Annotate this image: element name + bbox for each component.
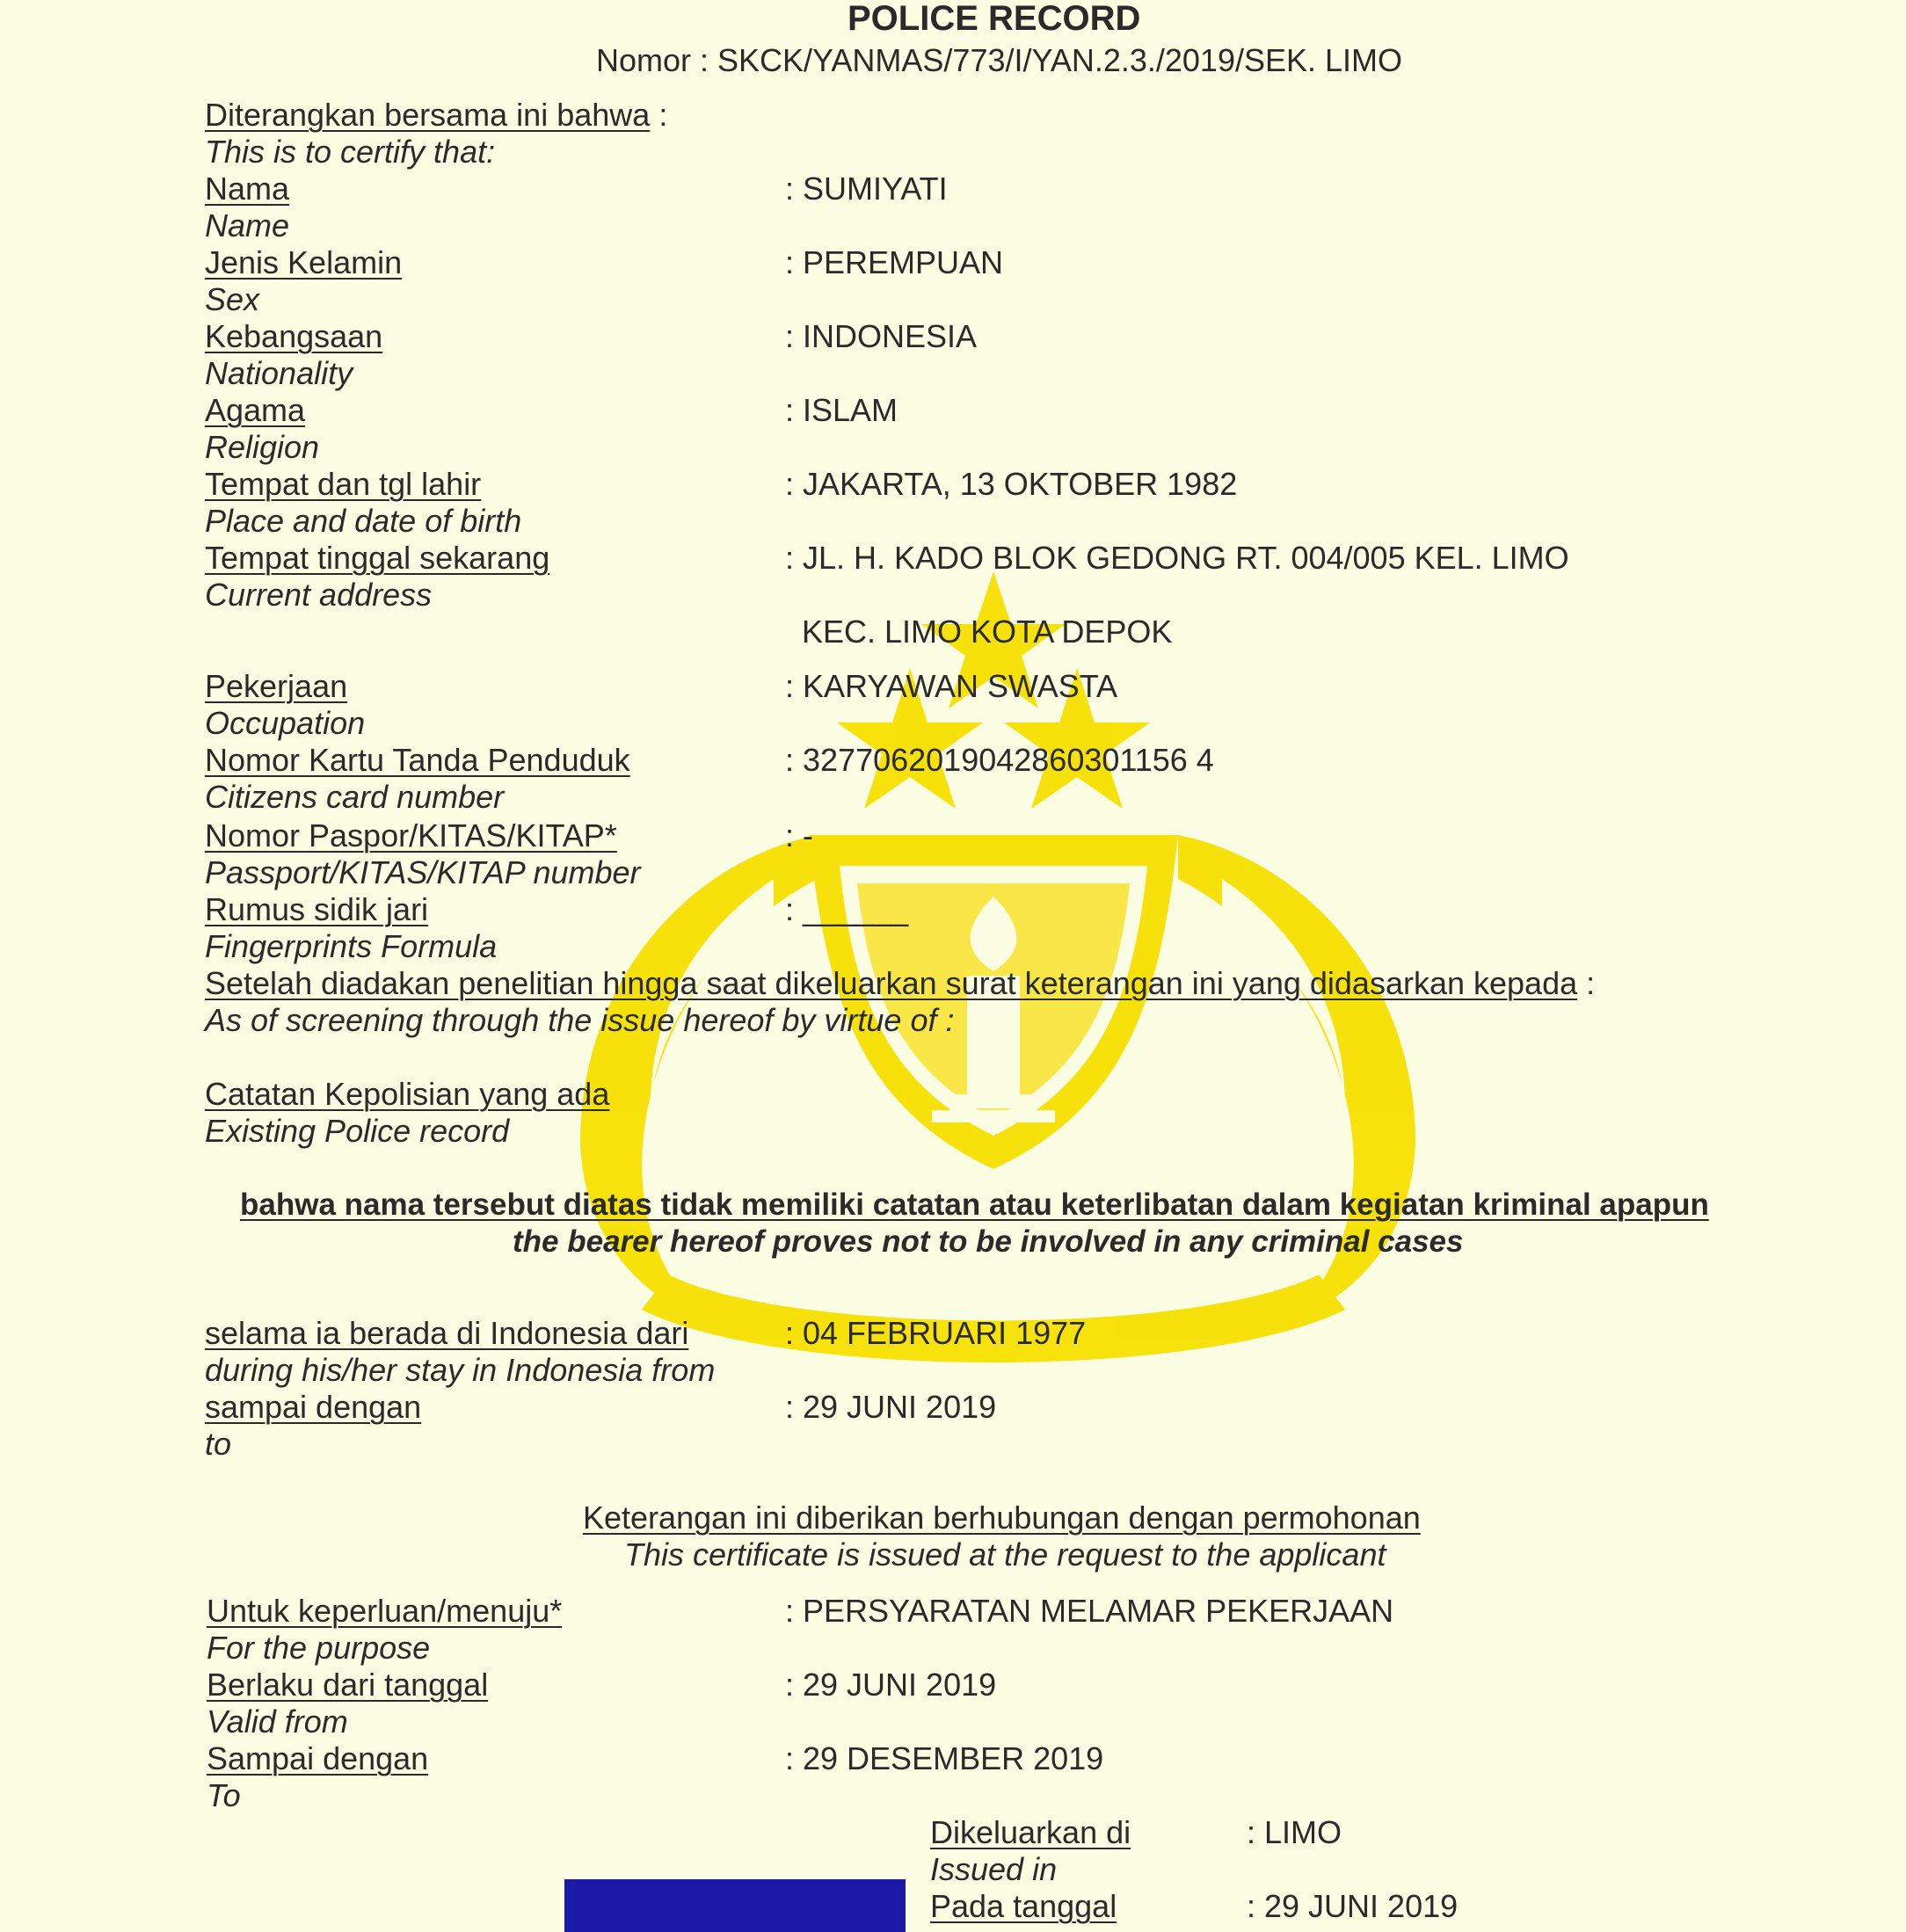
intro-colon: : xyxy=(658,97,668,133)
blue-stamp-block xyxy=(564,1879,906,1932)
request-id: Keterangan ini diberikan berhubungan dengan permohonan xyxy=(583,1500,1421,1536)
field-value: : ISLAM xyxy=(785,392,898,428)
valid-to-label-en: To xyxy=(207,1777,241,1813)
valid-to-value: : 29 DESEMBER 2019 xyxy=(785,1740,1104,1776)
screening-colon: : xyxy=(1586,965,1596,1001)
field-label: Nama xyxy=(205,171,290,207)
field-label-en: Passport/KITAS/KITAP number xyxy=(205,854,641,890)
field-value: : 3277062019042860301156 4 xyxy=(785,742,1214,778)
field-value: : KARYAWAN SWASTA xyxy=(785,668,1118,704)
stay-to-label-en: to xyxy=(205,1426,232,1462)
field-label: Rumus sidik jari xyxy=(205,891,429,927)
field-label: Pekerjaan xyxy=(205,668,348,704)
document-number: Nomor : SKCK/YANMAS/773/I/YAN.2.3./2019/SEK. LIMO xyxy=(596,42,1403,78)
stay-from-value: : 04 FEBRUARI 1977 xyxy=(785,1315,1087,1351)
valid-from-label-en: Valid from xyxy=(207,1703,348,1740)
field-label: Nomor Kartu Tanda Penduduk xyxy=(205,742,630,778)
purpose-label: Untuk keperluan/menuju* xyxy=(207,1593,563,1629)
field-value-line2: KEC. LIMO KOTA DEPOK xyxy=(802,614,1173,650)
valid-from-value: : 29 JUNI 2019 xyxy=(785,1667,997,1703)
purpose-value: : PERSYARATAN MELAMAR PEKERJAAN xyxy=(785,1593,1394,1629)
stay-from-label: selama ia berada di Indonesia dari xyxy=(205,1315,689,1351)
field-value: : PEREMPUAN xyxy=(785,244,1004,280)
screening-label-en: As of screening through the issue hereof by virtue of : xyxy=(205,1002,955,1038)
valid-to-label: Sampai dengan xyxy=(207,1740,429,1776)
field-label-en: Name xyxy=(205,207,290,243)
field-label: Nomor Paspor/KITAS/KITAP* xyxy=(205,817,617,853)
field-label: Tempat tinggal sekarang xyxy=(205,540,550,576)
field-value: : ______ xyxy=(785,891,909,927)
purpose-label-en: For the purpose xyxy=(207,1630,431,1666)
field-value: : SUMIYATI xyxy=(785,171,948,207)
field-label: Kebangsaan xyxy=(205,318,383,354)
existing-record-label: Catatan Kepolisian yang ada xyxy=(205,1076,610,1112)
stay-from-label-en: during his/her stay in Indonesia from xyxy=(205,1352,716,1388)
issued-in-value: : LIMO xyxy=(1247,1814,1342,1850)
intro-label-en: This is to certify that: xyxy=(205,134,496,170)
field-label-en: Occupation xyxy=(205,705,366,741)
field-label-en: Nationality xyxy=(205,355,353,391)
issued-in-label: Dikeluarkan di xyxy=(930,1814,1131,1850)
field-label-en: Religion xyxy=(205,429,320,465)
field-label: Tempat dan tgl lahir xyxy=(205,466,482,502)
issued-date-value: : 29 JUNI 2019 xyxy=(1247,1888,1459,1924)
screening-line xyxy=(205,965,1595,1002)
stay-to-label: sampai dengan xyxy=(205,1389,422,1425)
field-label-en: Fingerprints Formula xyxy=(205,928,498,964)
field-label-en: Sex xyxy=(205,281,260,317)
request-en: This certificate is issued at the request to the applicant xyxy=(624,1536,1386,1572)
issued-date-label: Pada tanggal xyxy=(930,1888,1117,1924)
field-label-en: Citizens card number xyxy=(205,779,505,815)
field-label-en: Place and date of birth xyxy=(205,503,522,539)
issued-in-label-en: Issued in xyxy=(930,1851,1058,1887)
field-value: : - xyxy=(785,817,813,853)
document-title: POLICE RECORD xyxy=(848,0,1141,38)
intro-label: Diterangkan bersama ini bahwa xyxy=(205,97,651,133)
statement-id: bahwa nama tersebut diatas tidak memiliki catatan atau keterlibatan dalam kegiatan kriminal apapun xyxy=(240,1188,1709,1222)
field-label: Agama xyxy=(205,392,306,428)
field-value: : JL. H. KADO BLOK GEDONG RT. 004/005 KEL. LIMO xyxy=(785,540,1569,576)
field-label-en: Current address xyxy=(205,577,433,613)
existing-record-label-en: Existing Police record xyxy=(205,1113,510,1149)
screening-label: Setelah diadakan penelitian hingga saat dikeluarkan surat keterangan ini yang didasarkan kepada xyxy=(205,965,1578,1001)
stay-to-value: : 29 JUNI 2019 xyxy=(785,1389,997,1425)
field-value: : INDONESIA xyxy=(785,318,978,354)
field-label: Jenis Kelamin xyxy=(205,244,403,280)
intro-line xyxy=(205,97,667,134)
valid-from-label: Berlaku dari tanggal xyxy=(207,1667,489,1703)
statement-en: the bearer hereof proves not to be involved in any criminal cases xyxy=(513,1224,1464,1259)
field-value: : JAKARTA, 13 OKTOBER 1982 xyxy=(785,466,1238,502)
